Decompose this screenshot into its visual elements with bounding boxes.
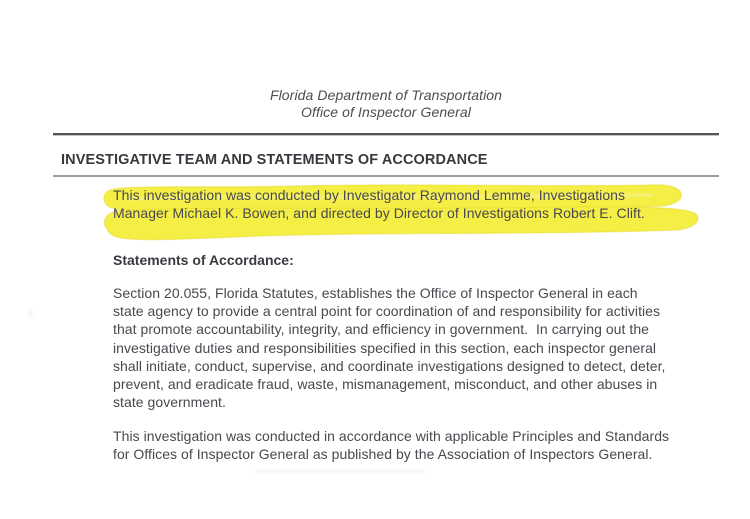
paragraph-line: This investigation was conducted in accordance with applicable Principles and Standards (113, 428, 670, 444)
letterhead (53, 87, 719, 121)
highlighted-line: Manager Michael K. Bowen, and directed by Director of Investigations Robert E. Clift. (113, 205, 645, 222)
letterhead-agency: Florida Department of Transportation (269, 87, 503, 103)
paragraph-line: for Offices of Inspector General as published by the Association of Inspectors General. (113, 446, 653, 463)
letterhead-office: Office of Inspector General (300, 104, 471, 120)
highlighted-line: This investigation was conducted by Investigator Raymond Lemme, Investigations (113, 187, 626, 203)
horizontal-rule-top (53, 133, 719, 136)
paragraph-statute (113, 284, 666, 411)
scan-artifact-smudge (255, 470, 425, 473)
paragraph-line: that promote accountability, integrity, and efficiency in government. In carrying out the (113, 321, 650, 338)
paragraph-line: Section 20.055, Florida Statutes, establishes the Office of Inspector General in each (113, 285, 638, 301)
paragraph-line: prevent, and eradicate fraud, waste, mismanagement, misconduct, and other abuses in (113, 376, 658, 393)
paragraph-line: shall initiate, conduct, supervise, and coordinate investigations designed to detect, deter, (113, 357, 666, 374)
paragraph-accordance (113, 427, 669, 463)
paragraph-line: state agency to provide a central point for coordination of and responsibility for activities (113, 303, 661, 320)
scan-artifact-speck (28, 309, 33, 316)
subheading-statements-of-accordance: Statements of Accordance: (113, 252, 294, 268)
highlighted-paragraph (113, 186, 645, 222)
paragraph-line: investigative duties and responsibilities specified in this section, each inspector general (113, 339, 657, 356)
paragraph-line: state government. (113, 394, 226, 411)
horizontal-rule-bottom (53, 175, 719, 177)
section-heading: INVESTIGATIVE TEAM AND STATEMENTS OF ACCORDANCE (61, 152, 488, 168)
